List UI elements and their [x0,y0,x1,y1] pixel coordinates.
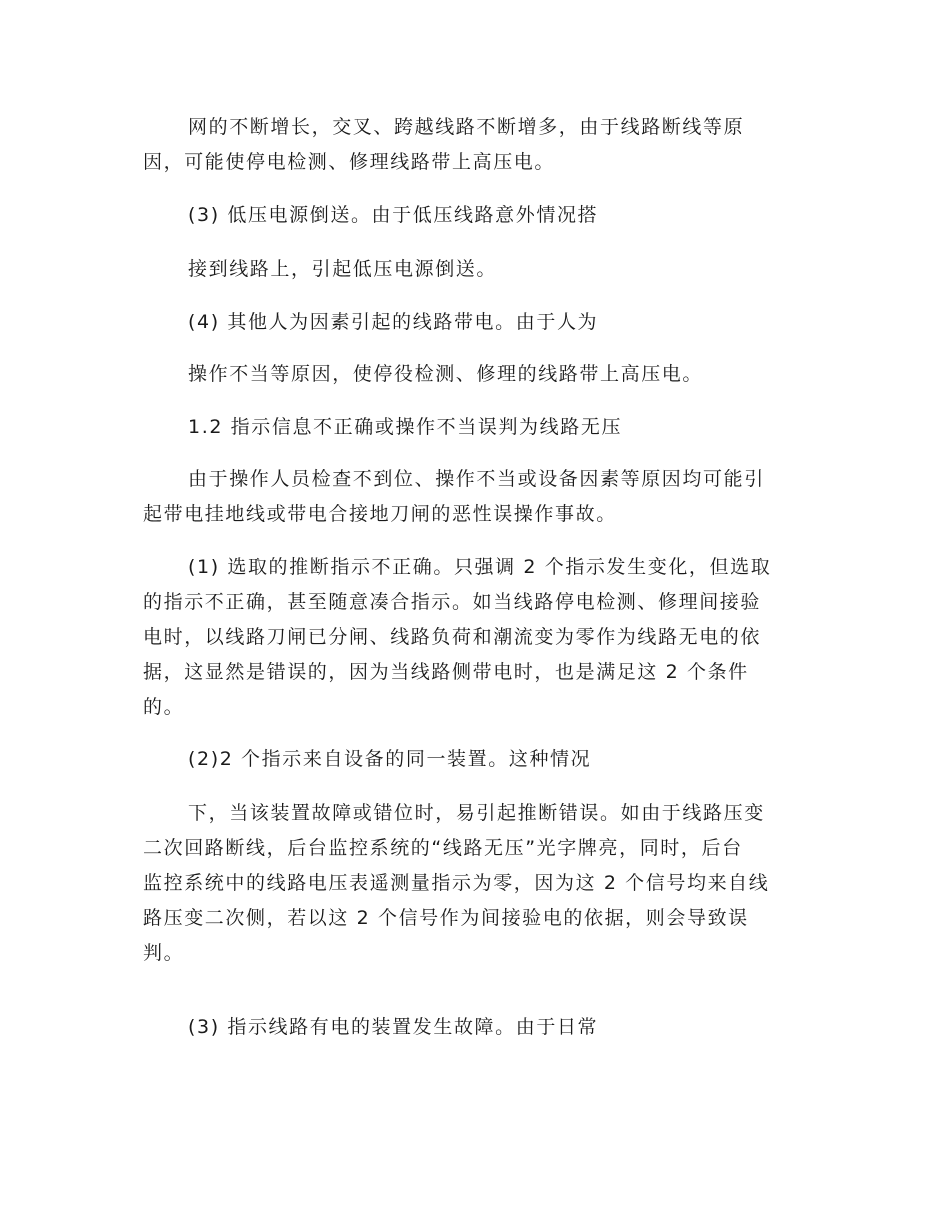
text-line: 的指示不正确，甚至随意凑合指示。如当线路停电检测、修理间接验 [143,591,762,613]
paragraph-operator-error [143,462,803,532]
text-line: 路压变二次侧，若以这 2 个信号作为间接验电的依据，则会导致误 [143,907,749,929]
text-line: 因，可能使停电检测、修理线路带上高压电。 [143,151,556,173]
text-line: 的。 [143,696,185,718]
section-heading: 1.2 指示信息不正确或操作不当误判为线路无压 [188,416,623,438]
text-line: (3) 指示线路有电的装置发生故障。由于日常 [188,1016,599,1038]
paragraph-grid-growth [143,110,803,180]
text-line: 判。 [143,942,185,964]
paragraph-item-4-human-factors [143,305,803,340]
paragraph-low-voltage-cont [143,252,803,287]
text-line: 由于操作人员检查不到位、操作不当或设备因素等原因均可能引 [188,468,765,490]
paragraph-item-1-indicator [143,550,803,725]
text-line: 起带电挂地线或带电合接地刀闸的恶性误操作事故。 [143,503,617,525]
text-line: 接到线路上，引起低压电源倒送。 [188,258,498,280]
text-line: (1) 选取的推断指示不正确。只强调 2 个指示发生变化，但选取 [188,556,772,578]
paragraph-human-factors-cont [143,357,803,392]
text-line: 二次回路断线，后台监控系统的“线路无压”光字牌亮，同时，后台 [143,837,743,859]
text-line: 电时，以线路刀闸已分闸、线路负荷和潮流变为零作为线路无电的依 [143,626,762,648]
paragraph-item-2-same-device [143,742,803,777]
section-heading-1-2 [143,410,803,445]
text-line: (4) 其他人为因素引起的线路带电。由于人为 [188,311,599,333]
paragraph-item-3-device-fault [143,1010,803,1045]
paragraph-item-3-low-voltage [143,198,803,233]
text-line: 操作不当等原因，使停役检测、修理的线路带上高压电。 [188,363,704,385]
text-line: (2)2 个指示来自设备的同一装置。这种情况 [188,748,592,770]
text-line: 网的不断增长，交叉、跨越线路不断增多，由于线路断线等原 [188,116,745,138]
text-line: 监控系统中的线路电压表遥测量指示为零，因为这 2 个信号均来自线 [143,872,770,894]
text-line: (3) 低压电源倒送。由于低压线路意外情况搭 [188,204,599,226]
text-line: 据，这显然是错误的，因为当线路侧带电时，也是满足这 2 个条件 [143,661,749,683]
paragraph-same-device-cont [143,796,803,971]
text-line: 下，当该装置故障或错位时，易引起推断错误。如由于线路压变 [188,802,765,824]
